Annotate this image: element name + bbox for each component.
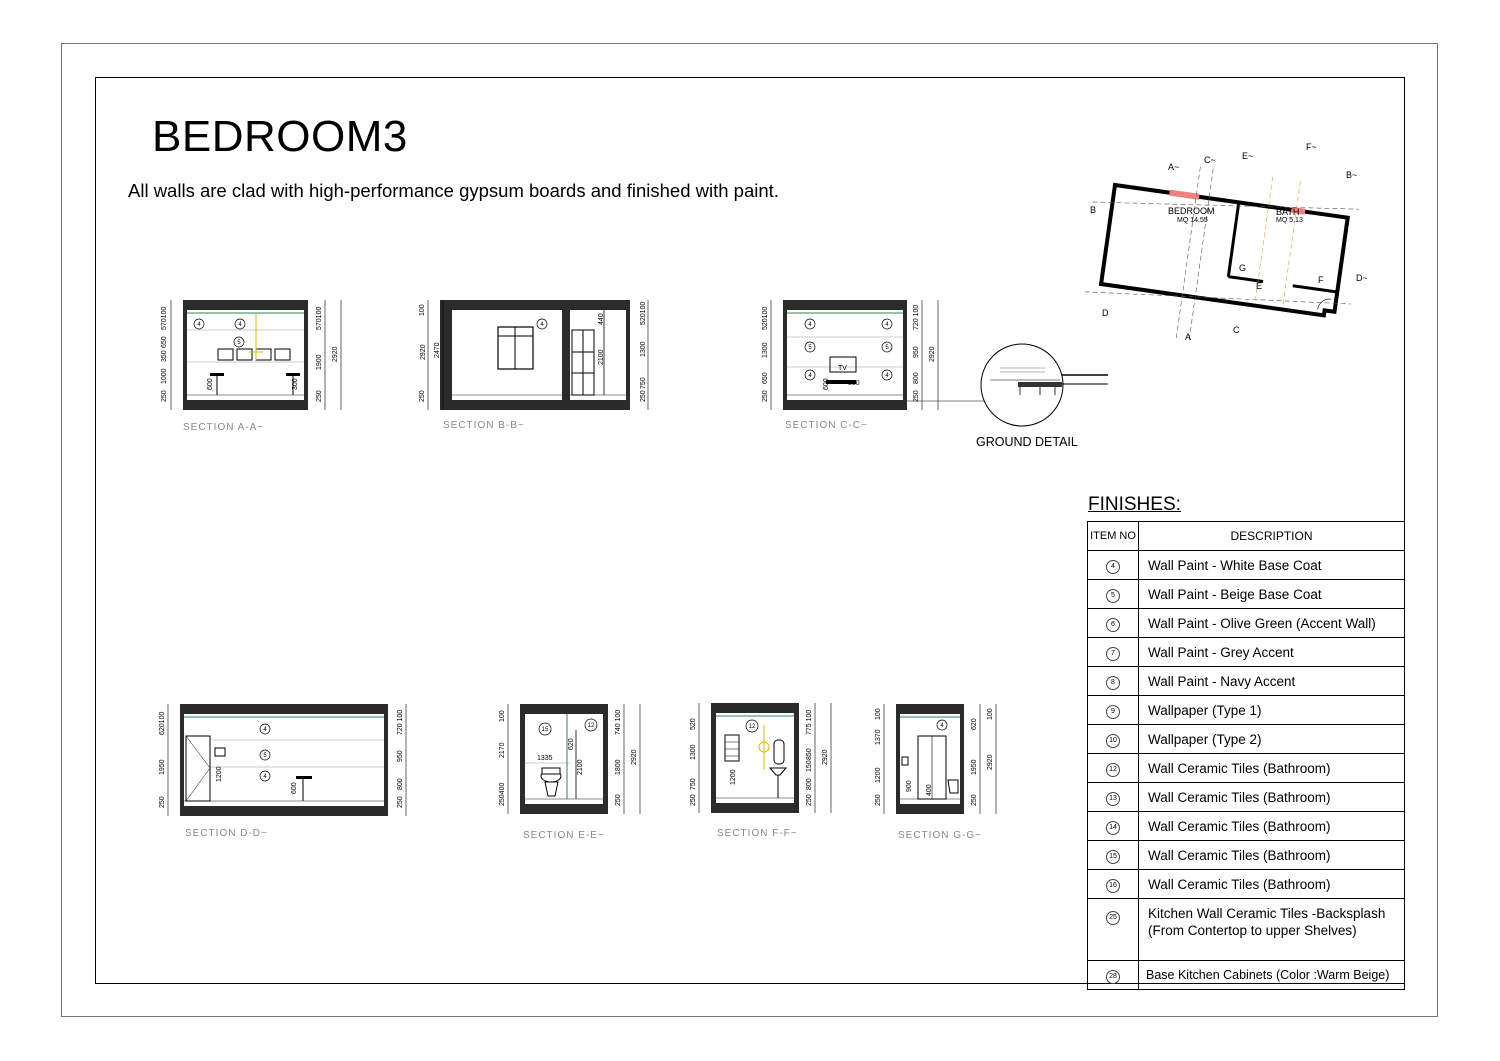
finishes-title: FINISHES:	[1088, 494, 1181, 515]
svg-text:250: 250	[971, 794, 978, 806]
svg-text:800: 800	[806, 778, 813, 790]
section-d-drawing[interactable]	[180, 704, 388, 816]
svg-text:250400: 250400	[499, 782, 506, 806]
svg-text:250: 250	[316, 390, 323, 402]
svg-text:15: 15	[541, 727, 549, 733]
tag: 4	[940, 723, 944, 729]
svg-text:G: G	[1239, 263, 1247, 273]
svg-text:E~: E~	[1242, 151, 1254, 161]
svg-text:100: 100	[419, 304, 426, 316]
svg-text:MQ 5.13: MQ 5.13	[1276, 217, 1303, 224]
svg-text:MQ 14.55: MQ 14.55	[1177, 217, 1208, 224]
svg-text:620: 620	[971, 718, 978, 730]
svg-text:1300: 1300	[690, 744, 697, 760]
item-description: Wall Ceramic Tiles (Bathroom)	[1139, 754, 1405, 783]
section-c-drawing[interactable]	[783, 300, 907, 410]
item-number: 28	[1106, 970, 1120, 984]
ground-detail-drawing[interactable]	[981, 344, 1108, 426]
svg-text:100: 100	[499, 710, 506, 722]
table-row	[1088, 899, 1405, 961]
page-subtitle: All walls are clad with high-performance gypsum boards and finished with paint.	[128, 180, 779, 201]
item-number: 12	[1106, 763, 1120, 777]
table-row	[1088, 696, 1405, 725]
svg-text:720 100: 720 100	[397, 709, 404, 735]
item-description: Wallpaper (Type 2)	[1139, 725, 1405, 754]
item-description: Wall Paint - Olive Green (Accent Wall)	[1139, 609, 1405, 638]
item-number: 10	[1106, 734, 1120, 748]
svg-text:570100: 570100	[161, 306, 168, 330]
svg-text:2100: 2100	[577, 759, 584, 775]
tag: 4	[238, 322, 242, 328]
section-d-label: SECTION D-D~	[185, 828, 268, 839]
svg-text:400: 400	[926, 784, 933, 796]
svg-text:4: 4	[263, 774, 267, 780]
svg-text:BATH: BATH	[1276, 207, 1300, 217]
svg-text:2170: 2170	[499, 742, 506, 758]
svg-text:620100: 620100	[159, 711, 166, 735]
svg-text:800: 800	[913, 372, 920, 384]
svg-text:250: 250	[806, 794, 813, 806]
item-number: 16	[1106, 879, 1120, 893]
svg-text:250: 250	[640, 390, 647, 402]
table-row	[1088, 609, 1405, 638]
item-description: Base Kitchen Cabinets (Color :Warm Beige)	[1139, 961, 1405, 990]
svg-text:5: 5	[263, 753, 267, 759]
svg-text:775 100: 775 100	[806, 709, 813, 735]
svg-text:650: 650	[161, 336, 168, 348]
svg-text:100: 100	[987, 708, 994, 720]
item-description-line2: (From Contertop to upper Shelves)	[1148, 923, 1357, 938]
svg-text:C: C	[1233, 325, 1240, 335]
svg-text:2920: 2920	[420, 344, 427, 360]
svg-text:4: 4	[263, 727, 267, 733]
svg-text:440: 440	[598, 313, 605, 325]
section-f-drawing[interactable]	[711, 703, 799, 813]
svg-text:1000: 1000	[161, 368, 168, 384]
svg-text:2920: 2920	[929, 346, 936, 362]
item-description	[1139, 899, 1405, 961]
svg-text:5: 5	[885, 345, 889, 351]
item-description: Wall Paint - Beige Base Coat	[1139, 580, 1405, 609]
svg-text:A~: A~	[1168, 162, 1180, 172]
item-description: Wall Ceramic Tiles (Bathroom)	[1139, 841, 1405, 870]
svg-text:250: 250	[419, 390, 426, 402]
section-b-label: SECTION B-B~	[443, 420, 525, 431]
table-row	[1088, 638, 1405, 667]
section-e-label: SECTION E-E~	[523, 830, 605, 841]
svg-text:250: 250	[615, 794, 622, 806]
item-number: 4	[1106, 560, 1120, 574]
svg-text:250: 250	[690, 794, 697, 806]
svg-text:B~: B~	[1346, 170, 1358, 180]
section-c-label: SECTION C-C~	[785, 420, 868, 431]
svg-text:740 100: 740 100	[615, 709, 622, 735]
svg-text:1335: 1335	[537, 755, 553, 762]
table-row	[1088, 754, 1405, 783]
key-plan[interactable]	[1075, 153, 1367, 364]
svg-text:C~: C~	[1204, 155, 1216, 165]
svg-text:250: 250	[161, 390, 168, 402]
svg-text:520100: 520100	[762, 306, 769, 330]
col-item-no: ITEM NO	[1088, 522, 1139, 551]
tag: 5	[237, 340, 241, 346]
svg-text:300: 300	[292, 378, 299, 390]
svg-text:250: 250	[159, 796, 166, 808]
table-row	[1088, 551, 1405, 580]
svg-text:B: B	[1090, 205, 1097, 215]
svg-text:F: F	[1318, 275, 1324, 285]
svg-text:1800: 1800	[615, 759, 622, 775]
svg-text:950: 950	[913, 346, 920, 358]
section-a-label: SECTION A-A~	[183, 422, 265, 433]
item-number: 25	[1106, 911, 1120, 925]
tag: 4	[197, 322, 201, 328]
svg-text:350: 350	[161, 350, 168, 362]
svg-text:150: 150	[806, 760, 813, 772]
svg-text:D: D	[1102, 308, 1109, 318]
item-description-line1: Kitchen Wall Ceramic Tiles -Backsplash	[1148, 906, 1386, 921]
svg-text:100: 100	[875, 708, 882, 720]
item-number: 6	[1106, 618, 1120, 632]
svg-text:750: 750	[640, 377, 647, 389]
svg-text:250: 250	[762, 390, 769, 402]
svg-text:570100: 570100	[316, 306, 323, 330]
svg-text:A: A	[1185, 332, 1192, 342]
svg-text:4: 4	[885, 322, 889, 328]
svg-text:1200: 1200	[730, 769, 737, 785]
svg-text:E: E	[1256, 281, 1263, 291]
svg-text:12: 12	[587, 723, 595, 729]
section-a-drawing[interactable]	[183, 300, 308, 410]
svg-text:4: 4	[808, 373, 812, 379]
item-description: Wall Ceramic Tiles (Bathroom)	[1139, 870, 1405, 899]
svg-text:1900: 1900	[316, 354, 323, 370]
svg-text:720 100: 720 100	[913, 304, 920, 330]
tag: 12	[748, 724, 756, 730]
svg-text:520100: 520100	[640, 301, 647, 325]
svg-text:2920: 2920	[822, 749, 829, 765]
svg-text:620: 620	[568, 738, 575, 750]
item-number: 15	[1106, 850, 1120, 864]
svg-text:F~: F~	[1306, 142, 1317, 152]
section-g-label: SECTION G-G~	[898, 830, 982, 841]
table-row	[1088, 812, 1405, 841]
svg-text:550: 550	[848, 380, 860, 387]
col-description: DESCRIPTION	[1139, 522, 1405, 551]
svg-text:BEDROOM: BEDROOM	[1168, 206, 1215, 216]
svg-text:250: 250	[875, 794, 882, 806]
svg-text:2920: 2920	[987, 754, 994, 770]
svg-text:TV: TV	[838, 365, 847, 372]
item-number: 14	[1106, 821, 1120, 835]
svg-text:2920: 2920	[332, 346, 339, 362]
svg-text:1300: 1300	[640, 341, 647, 357]
svg-text:600: 600	[291, 782, 298, 794]
section-f-label: SECTION F-F~	[717, 828, 798, 839]
svg-text:600: 600	[207, 378, 214, 390]
table-row	[1088, 725, 1405, 754]
table-row	[1088, 580, 1405, 609]
svg-text:1950: 1950	[159, 759, 166, 775]
svg-text:950: 950	[397, 750, 404, 762]
table-row	[1088, 841, 1405, 870]
finishes-table	[1087, 521, 1405, 990]
item-number: 5	[1106, 589, 1120, 603]
table-row	[1088, 870, 1405, 899]
item-description: Wall Paint - Grey Accent	[1139, 638, 1405, 667]
item-number: 8	[1106, 676, 1120, 690]
tag: 4	[540, 322, 544, 328]
svg-text:1200: 1200	[216, 766, 223, 782]
item-number: 13	[1106, 792, 1120, 806]
table-row	[1088, 783, 1405, 812]
item-description: Wall Paint - Navy Accent	[1139, 667, 1405, 696]
svg-text:600: 600	[823, 378, 830, 390]
svg-text:250: 250	[397, 796, 404, 808]
svg-text:4: 4	[885, 373, 889, 379]
item-number: 9	[1106, 705, 1120, 719]
svg-text:750: 750	[690, 778, 697, 790]
item-description: Wall Ceramic Tiles (Bathroom)	[1139, 783, 1405, 812]
svg-text:D~: D~	[1356, 273, 1368, 283]
svg-text:2470: 2470	[434, 342, 441, 358]
table-header-row	[1088, 522, 1405, 551]
svg-text:1950: 1950	[971, 759, 978, 775]
svg-text:1300: 1300	[762, 342, 769, 358]
svg-text:5: 5	[808, 345, 812, 351]
svg-text:650: 650	[762, 372, 769, 384]
svg-text:900: 900	[906, 780, 913, 792]
svg-text:520: 520	[690, 718, 697, 730]
svg-text:800: 800	[397, 778, 404, 790]
svg-text:850: 850	[806, 748, 813, 760]
svg-text:1200: 1200	[875, 767, 882, 783]
ground-detail-label: GROUND DETAIL	[976, 435, 1078, 449]
svg-text:2920: 2920	[631, 749, 638, 765]
svg-text:2100: 2100	[598, 349, 605, 365]
item-number: 7	[1106, 647, 1120, 661]
section-e-drawing[interactable]	[520, 704, 608, 814]
item-description: Wallpaper (Type 1)	[1139, 696, 1405, 725]
item-description: Wall Ceramic Tiles (Bathroom)	[1139, 812, 1405, 841]
page-title: BEDROOM3	[152, 112, 408, 161]
item-description: Wall Paint - White Base Coat	[1139, 551, 1405, 580]
table-row	[1088, 961, 1405, 990]
section-g-drawing[interactable]	[896, 704, 964, 814]
svg-text:250: 250	[913, 390, 920, 402]
table-row	[1088, 667, 1405, 696]
svg-text:4: 4	[808, 322, 812, 328]
svg-text:1370: 1370	[875, 729, 882, 745]
